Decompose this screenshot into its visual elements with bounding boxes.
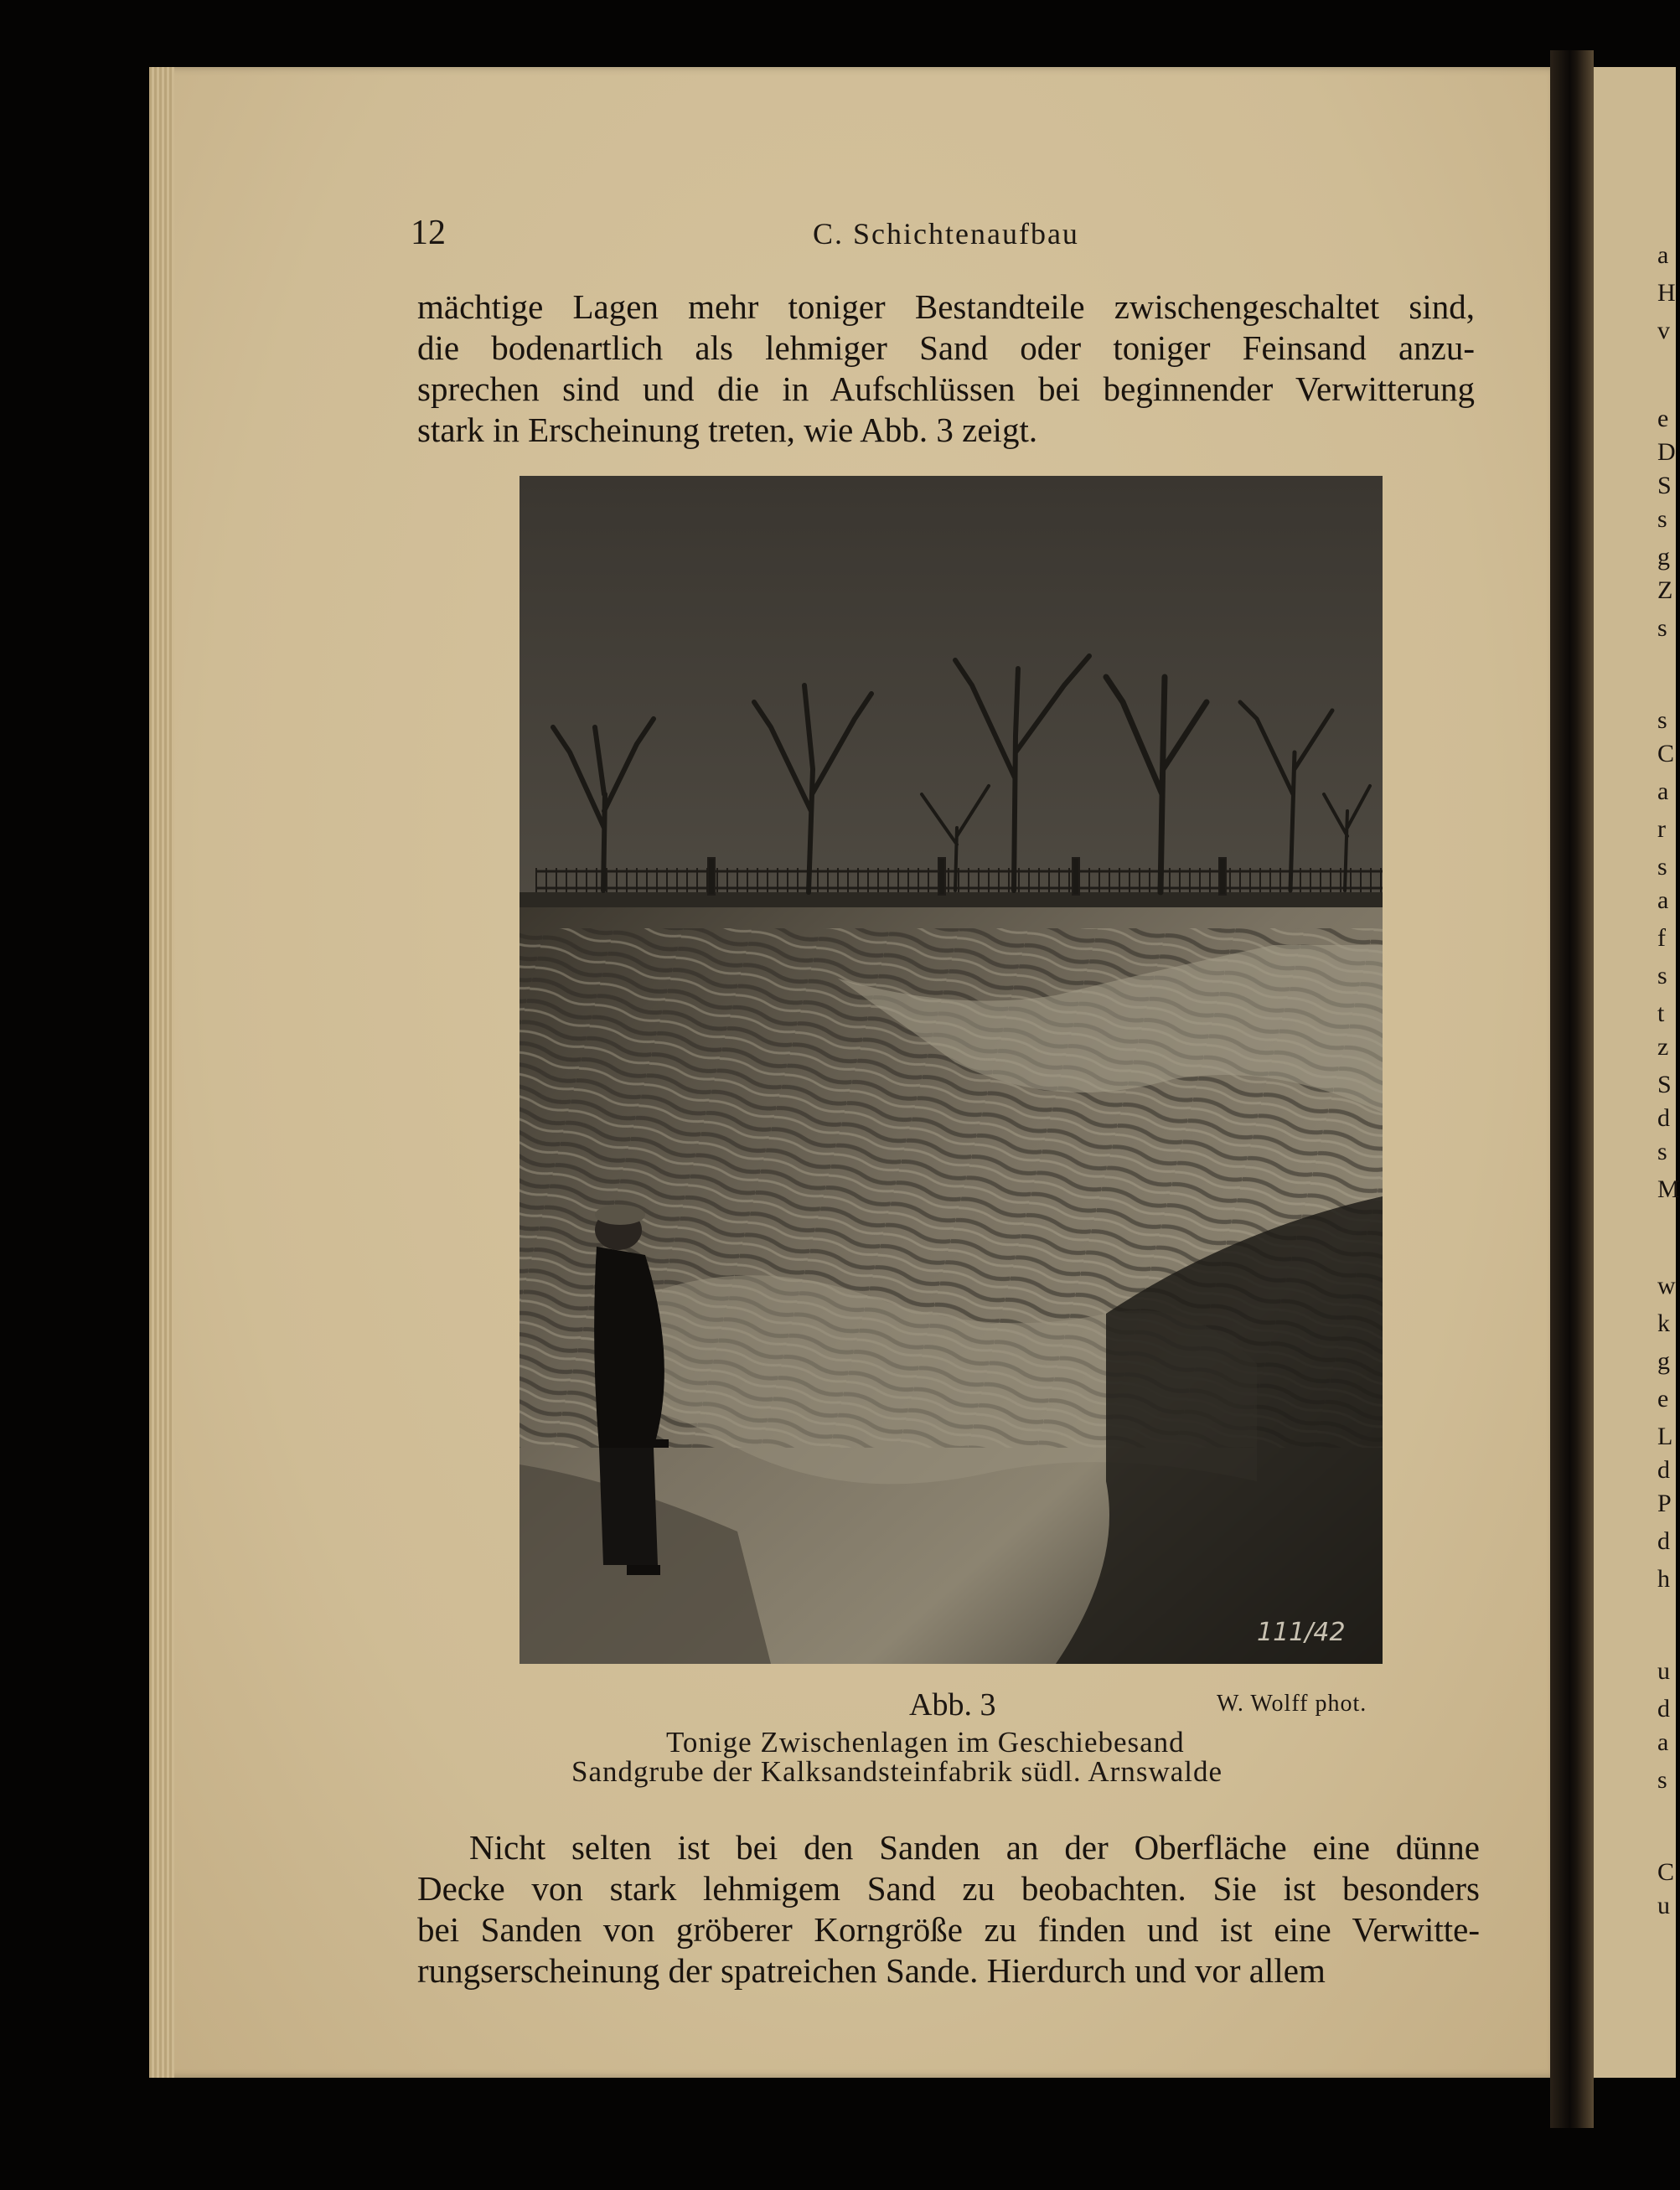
page-number: 12 xyxy=(411,214,446,252)
facing-page-letter: s xyxy=(1657,1138,1667,1165)
facing-page-letter: h xyxy=(1657,1565,1670,1593)
facing-page-letter: d xyxy=(1657,1104,1670,1132)
photo-credit: W. Wolff phot. xyxy=(1217,1691,1367,1717)
text-line: sprechen sind und die in Aufschlüssen bei beginnender Verwitterung xyxy=(417,369,1475,408)
facing-page-letter: v xyxy=(1657,317,1670,344)
facing-page-letter: r xyxy=(1657,815,1666,843)
text-line: Nicht selten ist bei den Sanden an der Oberfläche eine dünne xyxy=(469,1828,1480,1867)
facing-page-letter: s xyxy=(1657,706,1667,734)
fence-post xyxy=(1073,858,1079,895)
paragraph-bottom xyxy=(417,1827,1480,1991)
fence-post xyxy=(708,858,715,895)
figure-label: Abb. 3 xyxy=(909,1687,996,1723)
facing-page-letter: S xyxy=(1657,1071,1672,1098)
facing-page-letter: S xyxy=(1657,472,1672,499)
text-line: bei Sanden von gröberer Korngröße zu finden und ist eine Verwitte- xyxy=(417,1910,1480,1949)
facing-page-letter: Z xyxy=(1657,576,1673,604)
facing-page-letter: e xyxy=(1657,1385,1669,1413)
facing-page-letter: D xyxy=(1657,438,1676,466)
figure-photo xyxy=(520,476,1383,1664)
facing-page-letter: t xyxy=(1657,999,1665,1027)
running-head: C. Schichtenaufbau xyxy=(813,217,1079,251)
facing-page-letter: g xyxy=(1657,1347,1670,1375)
text-line: die bodenartlich als lehmiger Sand oder toniger Feinsand anzu- xyxy=(417,328,1475,367)
page-edges xyxy=(149,67,174,2078)
paragraph-top xyxy=(417,287,1475,451)
facing-page-letter: C xyxy=(1657,740,1675,767)
figure-caption-line-2: Sandgrube der Kalksandsteinfabrik südl. Arnswalde xyxy=(571,1755,1223,1788)
facing-page-letter: a xyxy=(1657,1728,1669,1756)
facing-page-letter: u xyxy=(1657,1892,1670,1919)
facing-page-letter: k xyxy=(1657,1309,1670,1337)
text-line: stark in Erscheinung treten, wie Abb. 3 zeigt. xyxy=(417,411,1038,449)
fence-post xyxy=(1219,858,1226,895)
fence-post xyxy=(938,858,945,895)
facing-page-letter: a xyxy=(1657,241,1669,269)
text-line: rungserscheinung der spatreichen Sande. Hierdurch und vor allem xyxy=(417,1951,1326,1990)
photo-mark: 111/42 xyxy=(1257,1618,1346,1647)
figure-caption-line-1: Tonige Zwischenlagen im Geschiebesand xyxy=(666,1726,1185,1759)
facing-page-letter: z xyxy=(1657,1033,1669,1061)
facing-page-letter: d xyxy=(1657,1527,1670,1555)
facing-page-letter: s xyxy=(1657,853,1667,881)
facing-page-letter: s xyxy=(1657,1766,1667,1794)
facing-page-letter: s xyxy=(1657,505,1667,533)
facing-page-letter: a xyxy=(1657,886,1669,914)
facing-page-letter: s xyxy=(1657,614,1667,642)
facing-page-letter: C xyxy=(1657,1858,1675,1886)
text-line: mächtige Lagen mehr toniger Bestandteile zwischengeschaltet sind, xyxy=(417,287,1475,326)
facing-page-letter: f xyxy=(1657,924,1666,952)
facing-page-letter: e xyxy=(1657,405,1669,432)
facing-page-letter: g xyxy=(1657,543,1670,571)
facing-page-letter: L xyxy=(1657,1423,1673,1450)
facing-page-letter: w xyxy=(1657,1272,1676,1299)
facing-page-letter: d xyxy=(1657,1695,1670,1723)
book-gutter xyxy=(1550,50,1594,2128)
facing-page-letter: d xyxy=(1657,1456,1670,1484)
facing-page-letter: P xyxy=(1657,1490,1672,1517)
facing-page-letter: u xyxy=(1657,1657,1670,1685)
facing-page-letter: a xyxy=(1657,777,1669,805)
facing-page-letter: s xyxy=(1657,962,1667,989)
facing-page-letter: M xyxy=(1657,1175,1680,1203)
facing-page-letter: H xyxy=(1657,279,1676,307)
text-line: Decke von stark lehmigem Sand zu beobachten. Sie ist besonders xyxy=(417,1869,1480,1908)
